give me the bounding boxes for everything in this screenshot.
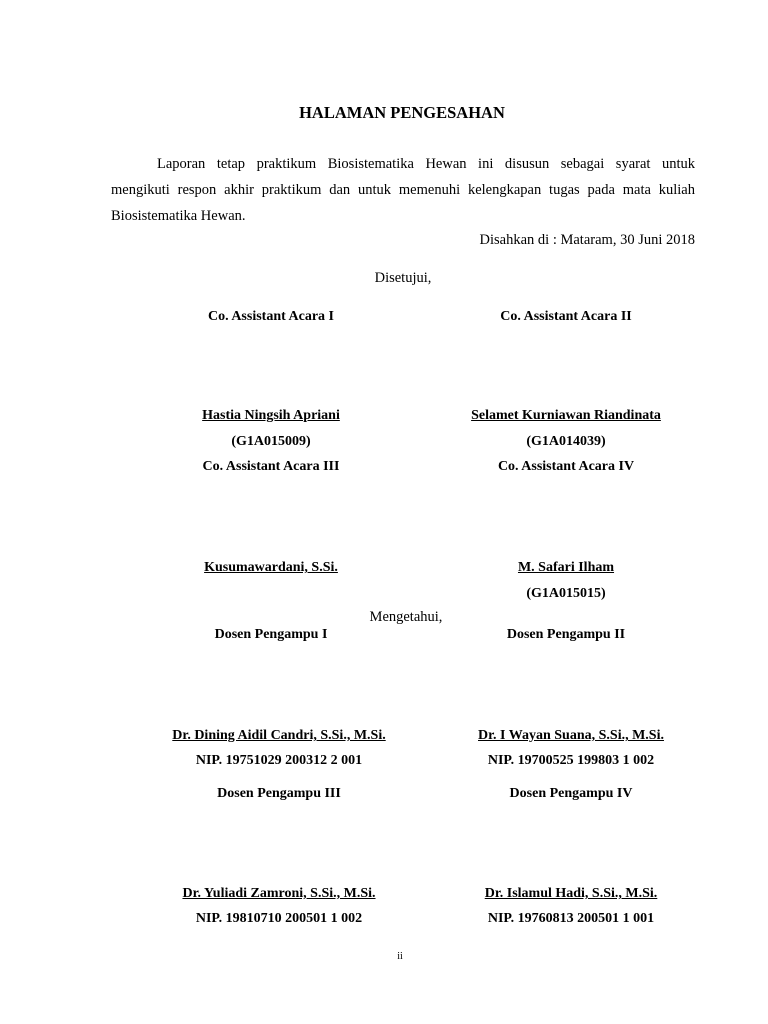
co-assistant-2-name: Selamet Kurniawan Riandinata <box>471 408 661 423</box>
acknowledged-label: Mengetahui, <box>369 609 443 625</box>
ratification-place-date: Disahkan di : Mataram, 30 Juni 2018 <box>479 232 695 248</box>
co-assistant-1-id: (G1A015009) <box>231 434 311 449</box>
co-assistant-1-role: Co. Assistant Acara I <box>207 309 334 324</box>
lecturer-2-nip: NIP. 19700525 199803 1 002 <box>487 753 655 768</box>
paragraph-line: Laporan tetap praktikum Biosistematika Hewan ini disusun sebagai syarat untuk <box>157 156 695 172</box>
co-assistant-2-id: (G1A014039) <box>526 434 606 449</box>
co-assistant-2-role: Co. Assistant Acara II <box>500 309 632 324</box>
intro-paragraph <box>111 151 695 229</box>
lecturer-2-name: Dr. I Wayan Suana, S.Si., M.Si. <box>478 728 664 743</box>
co-assistant-1-name: Hastia Ningsih Apriani <box>202 408 340 423</box>
co-assistant-3-name: Kusumawardani, S.Si. <box>204 560 338 575</box>
lecturer-1-role: Dosen Pengampu I <box>214 627 328 642</box>
lecturer-4-nip: NIP. 19760813 200501 1 001 <box>487 911 655 926</box>
co-assistant-3-role: Co. Assistant Acara III <box>202 459 340 474</box>
lecturer-2-role: Dosen Pengampu II <box>506 627 626 642</box>
lecturer-3-name: Dr. Yuliadi Zamroni, S.Si., M.Si. <box>182 886 376 901</box>
paragraph-line: mengikuti respon akhir praktikum dan untuk memenuhi kelengkapan tugas pada mata kuliah <box>111 182 695 198</box>
lecturer-1-name: Dr. Dining Aidil Candri, S.Si., M.Si. <box>172 728 386 743</box>
page-title: HALAMAN PENGESAHAN <box>299 103 505 122</box>
lecturer-1-nip: NIP. 19751029 200312 2 001 <box>195 753 363 768</box>
co-assistant-4-id: (G1A015015) <box>526 586 606 601</box>
lecturer-4-role: Dosen Pengampu IV <box>509 786 633 801</box>
approved-label: Disetujui, <box>374 270 432 286</box>
lecturer-4-name: Dr. Islamul Hadi, S.Si., M.Si. <box>484 886 658 901</box>
co-assistant-4-role: Co. Assistant Acara IV <box>497 459 635 474</box>
lecturer-3-role: Dosen Pengampu III <box>217 786 341 801</box>
page-number: ii <box>397 951 403 962</box>
lecturer-3-nip: NIP. 19810710 200501 1 002 <box>195 911 363 926</box>
co-assistant-4-name: M. Safari Ilham <box>517 560 615 575</box>
paragraph-line: Biosistematika Hewan. <box>111 208 246 224</box>
